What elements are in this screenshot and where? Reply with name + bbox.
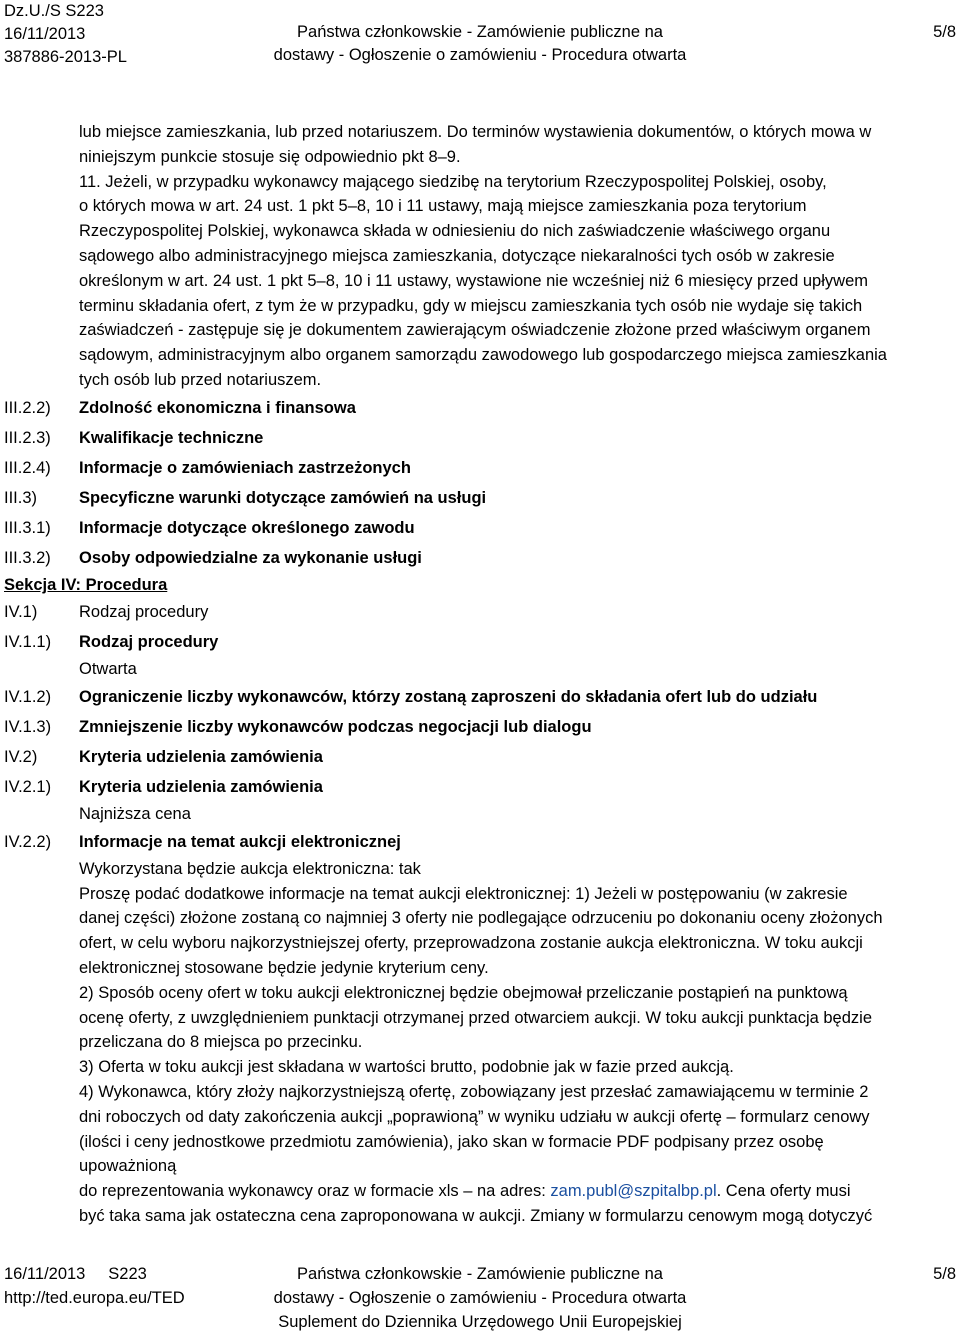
text-line: o których mowa w art. 24 ust. 1 pkt 5–8, 10 i 11 ustawy, mają miejsce zamieszkania poza terytorium [79,197,807,216]
text-line: lub miejsce zamieszkania, lub przed notariuszem. Do terminów wystawienia dokumentów, o których mowa w [79,123,872,141]
section-row [0,597,960,627]
text-line: Proszę podać dodatkowe informacje na temat aukcji elektronicznej: 1) Jeżeli w postępowaniu (w zakresie [79,884,848,903]
section-title: Kwalifikacje techniczne [79,428,264,447]
footer-title-line-3: Suplement do Dziennika Urzędowego Unii Europejskiej [278,1313,682,1331]
auction-paragraph [79,857,959,1229]
text-line: sądowym, administracyjnym albo organem samorządu zawodowego lub gospodarczego miejsca zamieszkania [79,346,887,365]
section-title: Informacje na temat aukcji elektronicznej [79,832,401,851]
journal-ref: Dz.U./S S223 [4,2,104,20]
section-number: IV.2.2) [4,832,52,851]
section-title: Zdolność ekonomiczna i finansowa [79,398,356,417]
text-line: 2) Sposób oceny ofert w toku aukcji elektronicznej będzie obejmował przeliczanie postąpień na punktową [79,983,848,1002]
page-footer [0,1262,960,1334]
section-number: IV.2) [4,747,38,766]
section-title: Specyficzne warunki dotyczące zamówień na usługi [79,488,487,507]
footer-title-line-1: Państwa członkowskie - Zamówienie publiczne na [297,1265,663,1283]
procedure-type-value: Otwarta [79,659,137,678]
notice-number: 387886-2013-PL [4,48,127,66]
footer-date-ref: 16/11/2013 S223 [4,1265,147,1283]
text-line: upoważnioną [79,1157,177,1176]
section-title: Informacje dotyczące określonego zawodu [79,518,415,537]
section-row [0,712,960,742]
text-line: być taka sama jak ostateczna cena zaproponowana w aukcji. Zmiany w formularzu cenowym mogą dotyczyć [79,1206,873,1225]
text-line: tych osób lub przed notariuszem. [79,370,322,389]
text-line: zaświadczeń - zastępuje się je dokumentem zawierającym oświadczenie złożone przed właściwym organem [79,321,871,340]
section-row [0,423,960,453]
header-title-line-1: Państwa członkowskie - Zamówienie publiczne na [297,23,663,41]
section-title: Kryteria udzielenia zamówienia [79,747,323,766]
publication-date: 16/11/2013 [4,25,86,43]
header-title-line-2: dostawy - Ogłoszenie o zamówieniu - Procedura otwarta [273,46,687,64]
section-title: Ograniczenie liczby wykonawców, którzy zostaną zaproszeni do składania ofert lub do udziału [79,687,818,706]
section-row [0,627,960,657]
intro-paragraph [79,120,959,393]
page-header [0,0,960,70]
text-line: sądowego albo administracyjnego miejsca zamieszkania, dotyczące niekaralności tych osób w zakresie [79,246,835,265]
text-line: ocenę oferty, z uwzględnieniem punktacji otrzymanej przed otwarciem aukcji. W toku aukcji punktacja będzie [79,1008,872,1027]
email-link[interactable]: zam.publ@szpitalbp.pl [550,1182,717,1201]
text-line: terminu składania ofert, z tym że w przypadku, gdy w miejscu zamieszkania tych osób nie wydaje się takich [79,296,863,315]
text-line: (ilości i ceny jednostkowe przedmiotu zamówienia), jako skan w formacie PDF podpisany przez osobę [79,1132,824,1151]
section-row [0,483,960,513]
header-page-number: 5/8 [933,23,956,41]
text-line: przeliczana do 8 miejsca po przecinku. [79,1033,363,1052]
section-number: III.2.3) [4,428,51,447]
text-line: Wykorzystana będzie aukcja elektroniczna: tak [79,859,421,878]
award-criteria-value: Najniższa cena [79,804,191,823]
section-row [0,742,960,772]
text-line: danej części) złożone zostaną co najmniej 3 oferty nie podlegające odrzuceniu po dokonaniu oceny złożonych [79,909,883,928]
footer-title-line-2: dostawy - Ogłoszenie o zamówieniu - Procedura otwarta [273,1289,687,1307]
section-row [0,543,960,573]
email-line-after: . Cena oferty musi [716,1182,851,1201]
section-title: Osoby odpowiedzialne za wykonanie usługi [79,548,422,567]
section-title: Informacje o zamówieniach zastrzeżonych [79,458,411,477]
notice-body [0,120,960,1229]
section-title: Kryteria udzielenia zamówienia [79,777,323,796]
section-row [0,682,960,712]
section-title: Zmniejszenie liczby wykonawców podczas negocjacji lub dialogu [79,717,592,736]
section-number: III.2.4) [4,458,51,477]
text-line: niniejszym punkcie stosuje się odpowiednio pkt 8–9. [79,147,461,166]
section-row [0,393,960,423]
text-line: określonym w art. 24 ust. 1 pkt 5–8, 10 i 11 ustawy, wystawione nie wcześniej niż 6 miesięcy przed upływem [79,271,868,290]
section-number: IV.2.1) [4,777,52,796]
section-number: IV.1.3) [4,717,52,736]
section-title: Rodzaj procedury [79,632,219,651]
footer-page-number: 5/8 [933,1265,956,1283]
section-number: III.3.1) [4,518,51,537]
text-line: 11. Jeżeli, w przypadku wykonawcy mającego siedzibę na terytorium Rzeczypospolitej Polskiej, osoby, [79,172,827,191]
section-row [0,827,960,857]
text-line: elektronicznej stosowane będzie jedynie kryterium ceny. [79,958,489,977]
section-iv-heading [4,573,960,597]
section-iv-heading-text: Sekcja IV: Procedura [4,575,168,594]
text-line: dni roboczych od daty zakończenia aukcji „poprawioną” w wyniku udziału w aukcji ofertę – formularz cenowy [79,1107,870,1126]
text-line: 3) Oferta w toku aukcji jest składana w wartości brutto, podobnie jak w fazie przed aukcją. [79,1058,734,1077]
text-line: Rzeczypospolitej Polskiej, wykonawca składa w odniesieniu do nich zaświadczenie właściwego organu [79,222,831,241]
header-title [0,21,960,67]
section-number: III.3.2) [4,548,51,567]
section-number: IV.1) [4,602,38,621]
section-row [0,513,960,543]
section-number: IV.1.1) [4,632,52,651]
section-row [0,453,960,483]
section-number: IV.1.2) [4,687,52,706]
section-number: III.2.2) [4,398,51,417]
section-row [0,772,960,802]
section-title: Rodzaj procedury [79,602,209,621]
text-line-with-email [79,1179,959,1204]
section-number: III.3) [4,488,38,507]
footer-url[interactable]: http://ted.europa.eu/TED [4,1289,185,1307]
footer-title [0,1262,960,1334]
text-line: 4) Wykonawca, który złoży najkorzystniejszą ofertę, zobowiązany jest przesłać zamawiającemu w terminie 2 [79,1082,869,1101]
text-line: ofert, w celu wyboru najkorzystniejszej oferty, przeprowadzona zostanie aukcja elektroniczna. W toku aukcji [79,934,863,953]
email-line-before: do reprezentowania wykonawcy oraz w formacie xls – na adres: [79,1182,551,1201]
